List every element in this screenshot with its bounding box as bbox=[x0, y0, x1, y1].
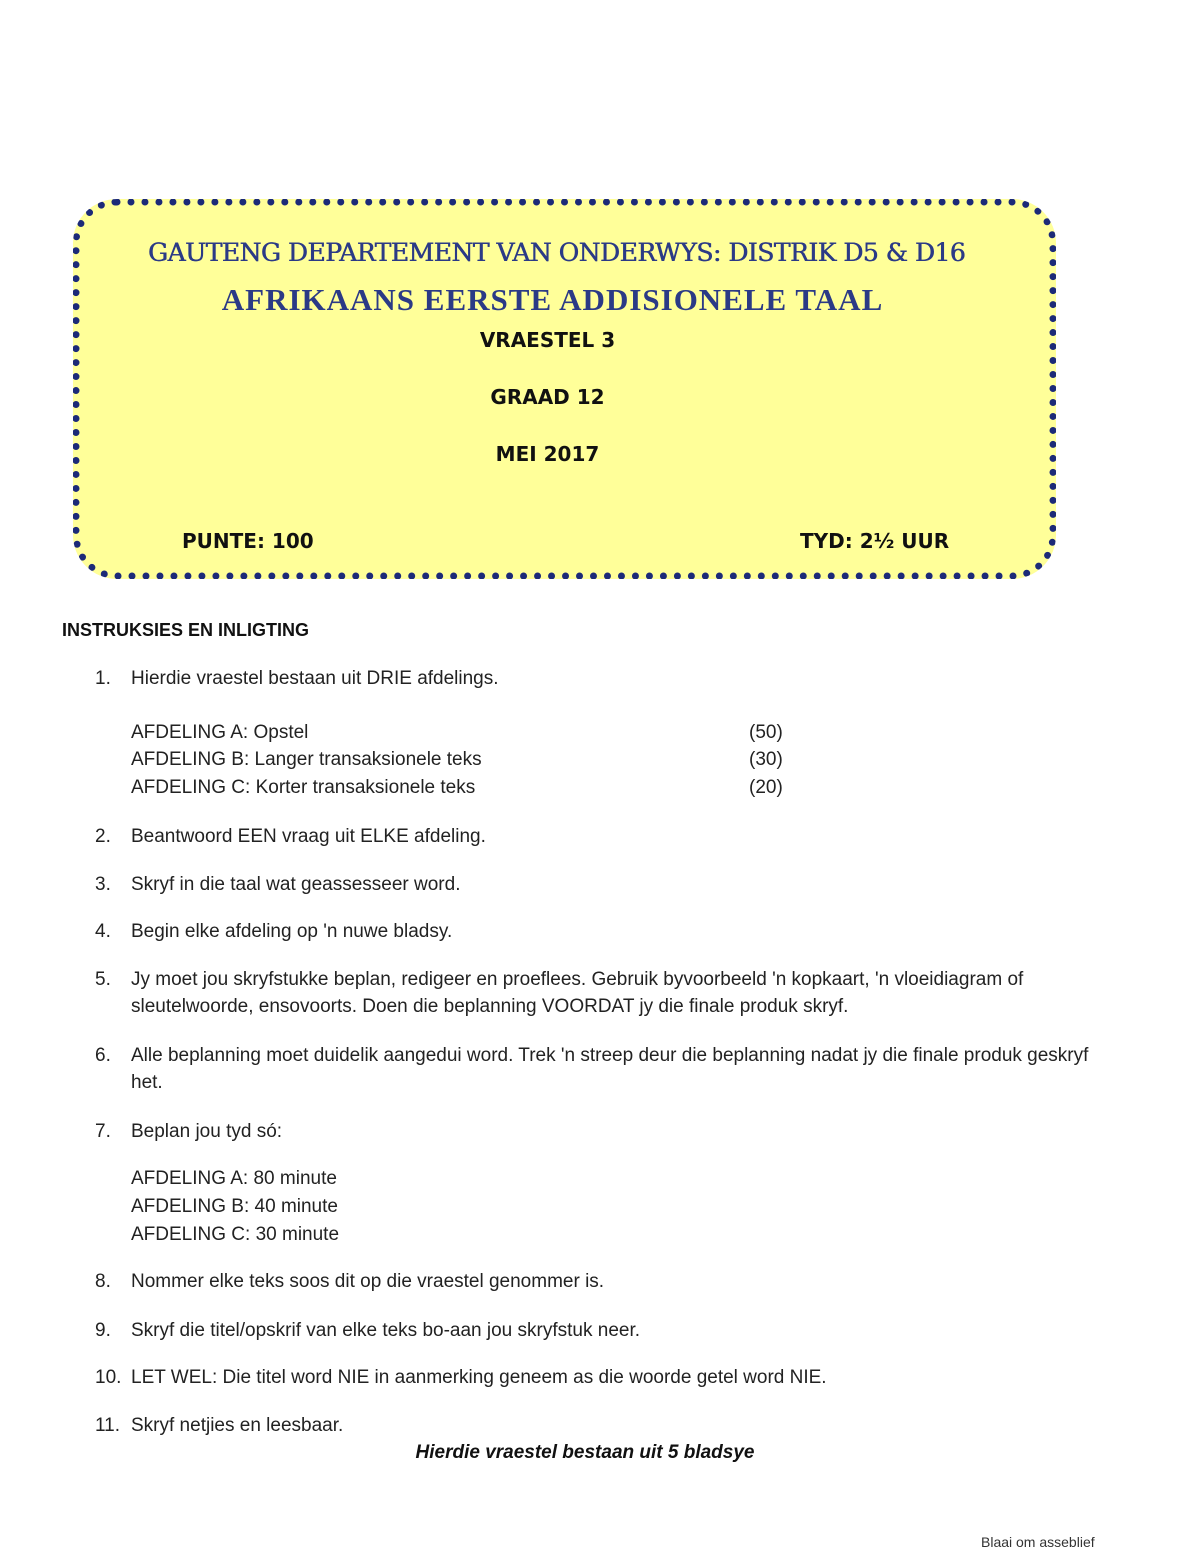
department-title: GAUTENG DEPARTEMENT VAN ONDERWYS: DISTRIK D5 & D16 bbox=[147, 238, 966, 267]
instruction-number: 9. bbox=[95, 1320, 111, 1341]
instruction-number: 10. bbox=[95, 1367, 122, 1388]
turn-over-note: Blaai om asseblief bbox=[981, 1534, 1095, 1550]
section-marks: (20) bbox=[749, 777, 783, 798]
exam-time: TYD: 2½ UUR bbox=[800, 529, 950, 553]
instructions-heading: INSTRUKSIES EN INLIGTING bbox=[62, 620, 310, 640]
instruction-number: 5. bbox=[95, 969, 111, 990]
instruction-text: Skryf netjies en leesbaar. bbox=[131, 1415, 344, 1436]
time-plan-text: AFDELING A: 80 minute bbox=[131, 1168, 337, 1189]
instruction-number: 11. bbox=[95, 1415, 121, 1436]
instruction-text: Hierdie vraestel bestaan uit DRIE afdelings. bbox=[131, 668, 499, 689]
instruction-text: Alle beplanning moet duidelik aangedui word. Trek 'n streep deur die beplanning nadat jy die finale produk geskryf het. bbox=[131, 1045, 1089, 1093]
instruction-number: 3. bbox=[95, 874, 111, 895]
paper-number: VRAESTEL 3 bbox=[479, 328, 616, 352]
instruction-number: 6. bbox=[95, 1045, 111, 1066]
section-label: AFDELING B: Langer transaksionele teks bbox=[131, 749, 482, 770]
grade: GRAAD 12 bbox=[490, 385, 605, 409]
time-plan-text: AFDELING C: 30 minute bbox=[131, 1224, 340, 1245]
instruction-text: Begin elke afdeling op 'n nuwe bladsy. bbox=[131, 921, 453, 942]
instruction-text: Skryf in die taal wat geassesseer word. bbox=[131, 874, 461, 895]
instruction-number: 7. bbox=[95, 1121, 111, 1142]
subject-title: AFRIKAANS EERSTE ADDISIONELE TAAL bbox=[221, 282, 884, 317]
cover-box bbox=[73, 199, 1056, 579]
section-label: AFDELING C: Korter transaksionele teks bbox=[131, 777, 476, 798]
page-count-note: Hierdie vraestel bestaan uit 5 bladsye bbox=[415, 1442, 755, 1463]
instruction-text: Nommer elke teks soos dit op die vraestel genommer is. bbox=[131, 1271, 605, 1292]
instruction-text: Beantwoord EEN vraag uit ELKE afdeling. bbox=[131, 826, 486, 847]
section-marks: (50) bbox=[749, 722, 783, 743]
instruction-text: LET WEL: Die titel word NIE in aanmerking geneem as die woorde getel word NIE. bbox=[131, 1367, 827, 1388]
instruction-text: Beplan jou tyd só: bbox=[131, 1121, 283, 1142]
section-label: AFDELING A: Opstel bbox=[131, 722, 309, 743]
instruction-number: 4. bbox=[95, 921, 111, 942]
instruction-number: 2. bbox=[95, 826, 111, 847]
instruction-number: 8. bbox=[95, 1271, 111, 1292]
total-marks: PUNTE: 100 bbox=[182, 529, 314, 553]
exam-date: MEI 2017 bbox=[495, 442, 600, 466]
instruction-number: 1. bbox=[95, 668, 111, 689]
section-marks: (30) bbox=[749, 749, 783, 770]
instruction-text: Skryf die titel/opskrif van elke teks bo-aan jou skryfstuk neer. bbox=[131, 1320, 641, 1341]
instruction-text: Jy moet jou skryfstukke beplan, redigeer en proeflees. Gebruik byvoorbeeld 'n kopkaart, 'n vloeidiagram of sleutelwoorde, ensovoorts. Doen die beplanning VOORDAT jy die finale produk skryf. bbox=[131, 969, 1024, 1017]
time-plan-text: AFDELING B: 40 minute bbox=[131, 1196, 338, 1217]
